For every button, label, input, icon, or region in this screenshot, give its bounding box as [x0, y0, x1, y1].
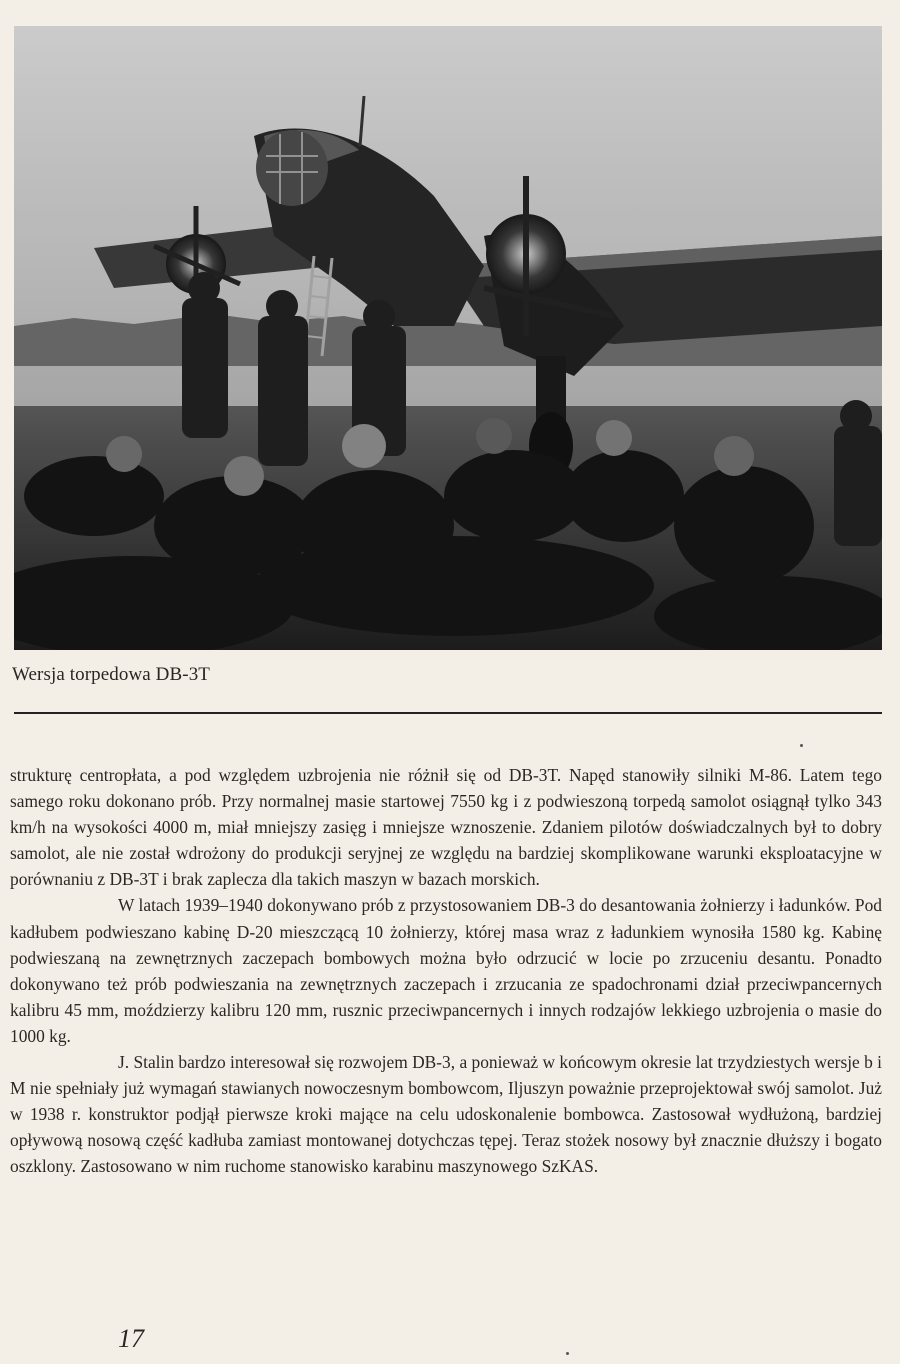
body-text [10, 762, 882, 1180]
paragraph: strukturę centropłata, a pod względem uzbrojenia nie różnił się od DB-3T. Napęd stanowiły silniki M-86. Latem tego samego roku dokonano prób. Przy normalnej masie startowej 7550 kg i z podwieszoną torpedą samolot osiągnął tylko 343 km/h na wysokości 4000 m, miał mniejszy zasięg i mniejsze wznoszenie. Zdaniem pilotów doświadczalnych był to dobry samolot, ale nie został wdrożony do produkcji seryjnej ze względu na bardziej skomplikowane warunki eksploatacyjne w porównaniu z DB-3T i brak zaplecza dla takich maszyn w bazach morskich. [10, 765, 882, 890]
page-number: 17 [118, 1324, 144, 1353]
paragraph: W latach 1939–1940 dokonywano prób z przystosowaniem DB-3 do desantowania żołnierzy i ładunków. Pod kadłubem podwieszano kabinę D-20 mieszczącą 10 żołnierzy, której masa wraz z ładunkiem wynosiła 1580 kg. Kabinę podwieszaną na zewnętrznych zaczepach bombowych można było odrzucić w locie po zrzuceniu desantu. Ponadto dokonywano też prób podwieszania na zewnętrznych zaczepach i zrzucania ze spadochronami dział przeciwpancernych kalibru 45 mm, moździerzy kalibru 120 mm, rusznic przeciwpancernych i innych rodzajów lekkiego uzbrojenia o masie do 1000 kg. [10, 895, 882, 1046]
aircraft-photo [14, 26, 882, 650]
figure-caption: Wersja torpedowa DB-3T [12, 664, 210, 685]
speck [566, 1352, 569, 1355]
db3t-bomber-crew-photo [14, 26, 882, 650]
speck [800, 744, 803, 747]
paragraph: J. Stalin bardzo interesował się rozwojem DB-3, a ponieważ w końcowym okresie lat trzydziestych wersje b i M nie spełniały już wymagań stawianych nowoczesnym bombowcom, Iljuszyn poważnie przeprojektował swój samolot. Już w 1938 r. konstruktor podjął pierwsze kroki mające na celu udoskonalenie bombowca. Zastosował wydłużoną, bardziej opływową nosową część kadłuba zamiast montowanej dotychczas tępej. Teraz stożek nosowy był znacznie dłuższy i bogato oszklony. Zastosowano w nim ruchome stanowisko karabinu maszynowego SzKAS. [10, 1052, 882, 1177]
section-divider [14, 712, 882, 714]
